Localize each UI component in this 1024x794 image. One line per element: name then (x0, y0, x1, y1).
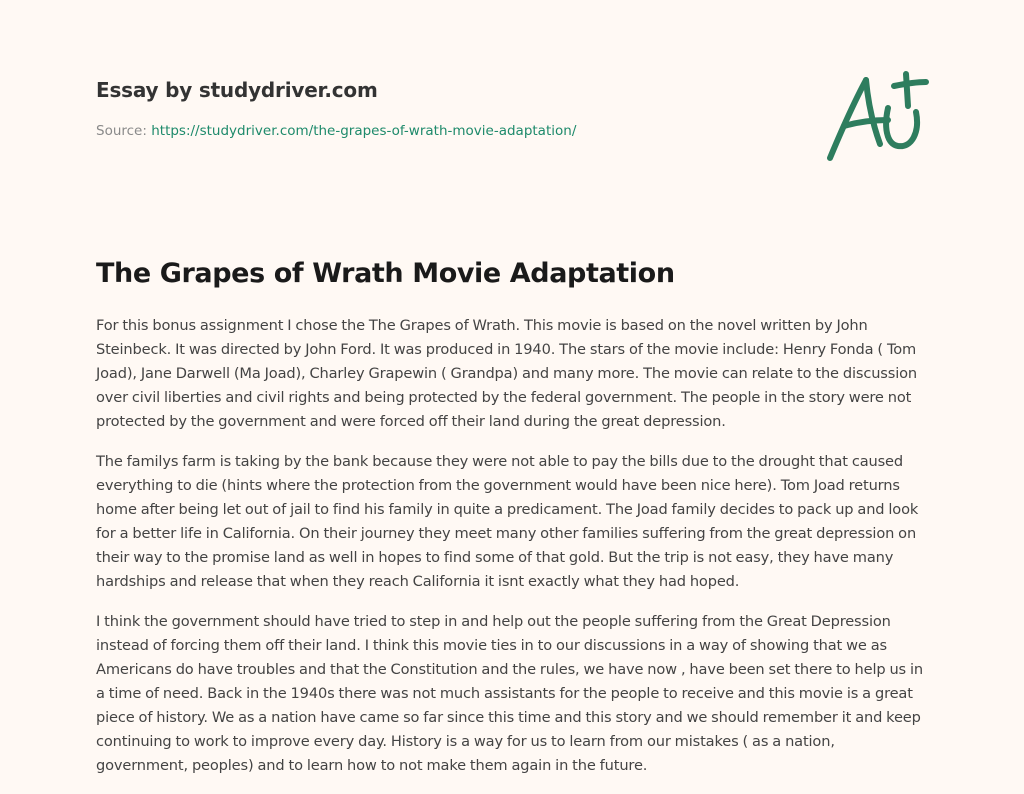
essay-paragraph-3: I think the government should have tried to step in and help out the people suffering from the Great Depression instead of forcing them off their land. I think this movie ties in to our discussions in a way of showing that we as Americans do have troubles and that the Constitution and the rules, we have now , have been set there to help us in a time of need. Back in the 1940s there was not much assistants for the people to receive and this movie is a great piece of history. We as a nation have came so far since this time and this story and we should remember it and keep continuing to work to improve every day. History is a way for us to learn from our mistakes ( as a nation, government, peoples) and to learn how to not make them again in the future. (96, 613, 924, 774)
essay-paragraph-2: The familys farm is taking by the bank because they were not able to pay the bills due to the drought that caused everything to die (hints where the protection from the government would have been nice here). Tom Joad returns home after being let out of jail to find his family in quite a predicament. The Joad family decides to pack up and look for a better life in California. On their journey they meet many other families suffering from the great depression on their way to the promise land as well in hopes to find some of that gold. But the trip is not easy, they have many hardships and release that when they reach California it isnt exactly what they had hoped. (96, 453, 919, 590)
site-title: Essay by studydriver.com (96, 78, 378, 102)
a-plus-grade-icon (822, 66, 932, 166)
essay-header (96, 76, 796, 141)
source-line (96, 121, 796, 141)
essay-title: The Grapes of Wrath Movie Adaptation (96, 258, 675, 289)
essay-body (96, 314, 928, 794)
source-link[interactable]: https://studydriver.com/the-grapes-of-wrath-movie-adaptation/ (151, 123, 577, 139)
essay-paragraph-1: For this bonus assignment I chose the The Grapes of Wrath. This movie is based on the novel written by John Steinbeck. It was directed by John Ford. It was produced in 1940. The stars of the movie include: Henry Fonda ( Tom Joad), Jane Darwell (Ma Joad), Charley Grapewin ( Grandpa) and many more. The movie can relate to the discussion over civil liberties and civil rights and being protected by the federal government. The people in the story were not protected by the government and were forced off their land during the great depression. (96, 317, 918, 430)
source-label: Source: (96, 123, 152, 139)
